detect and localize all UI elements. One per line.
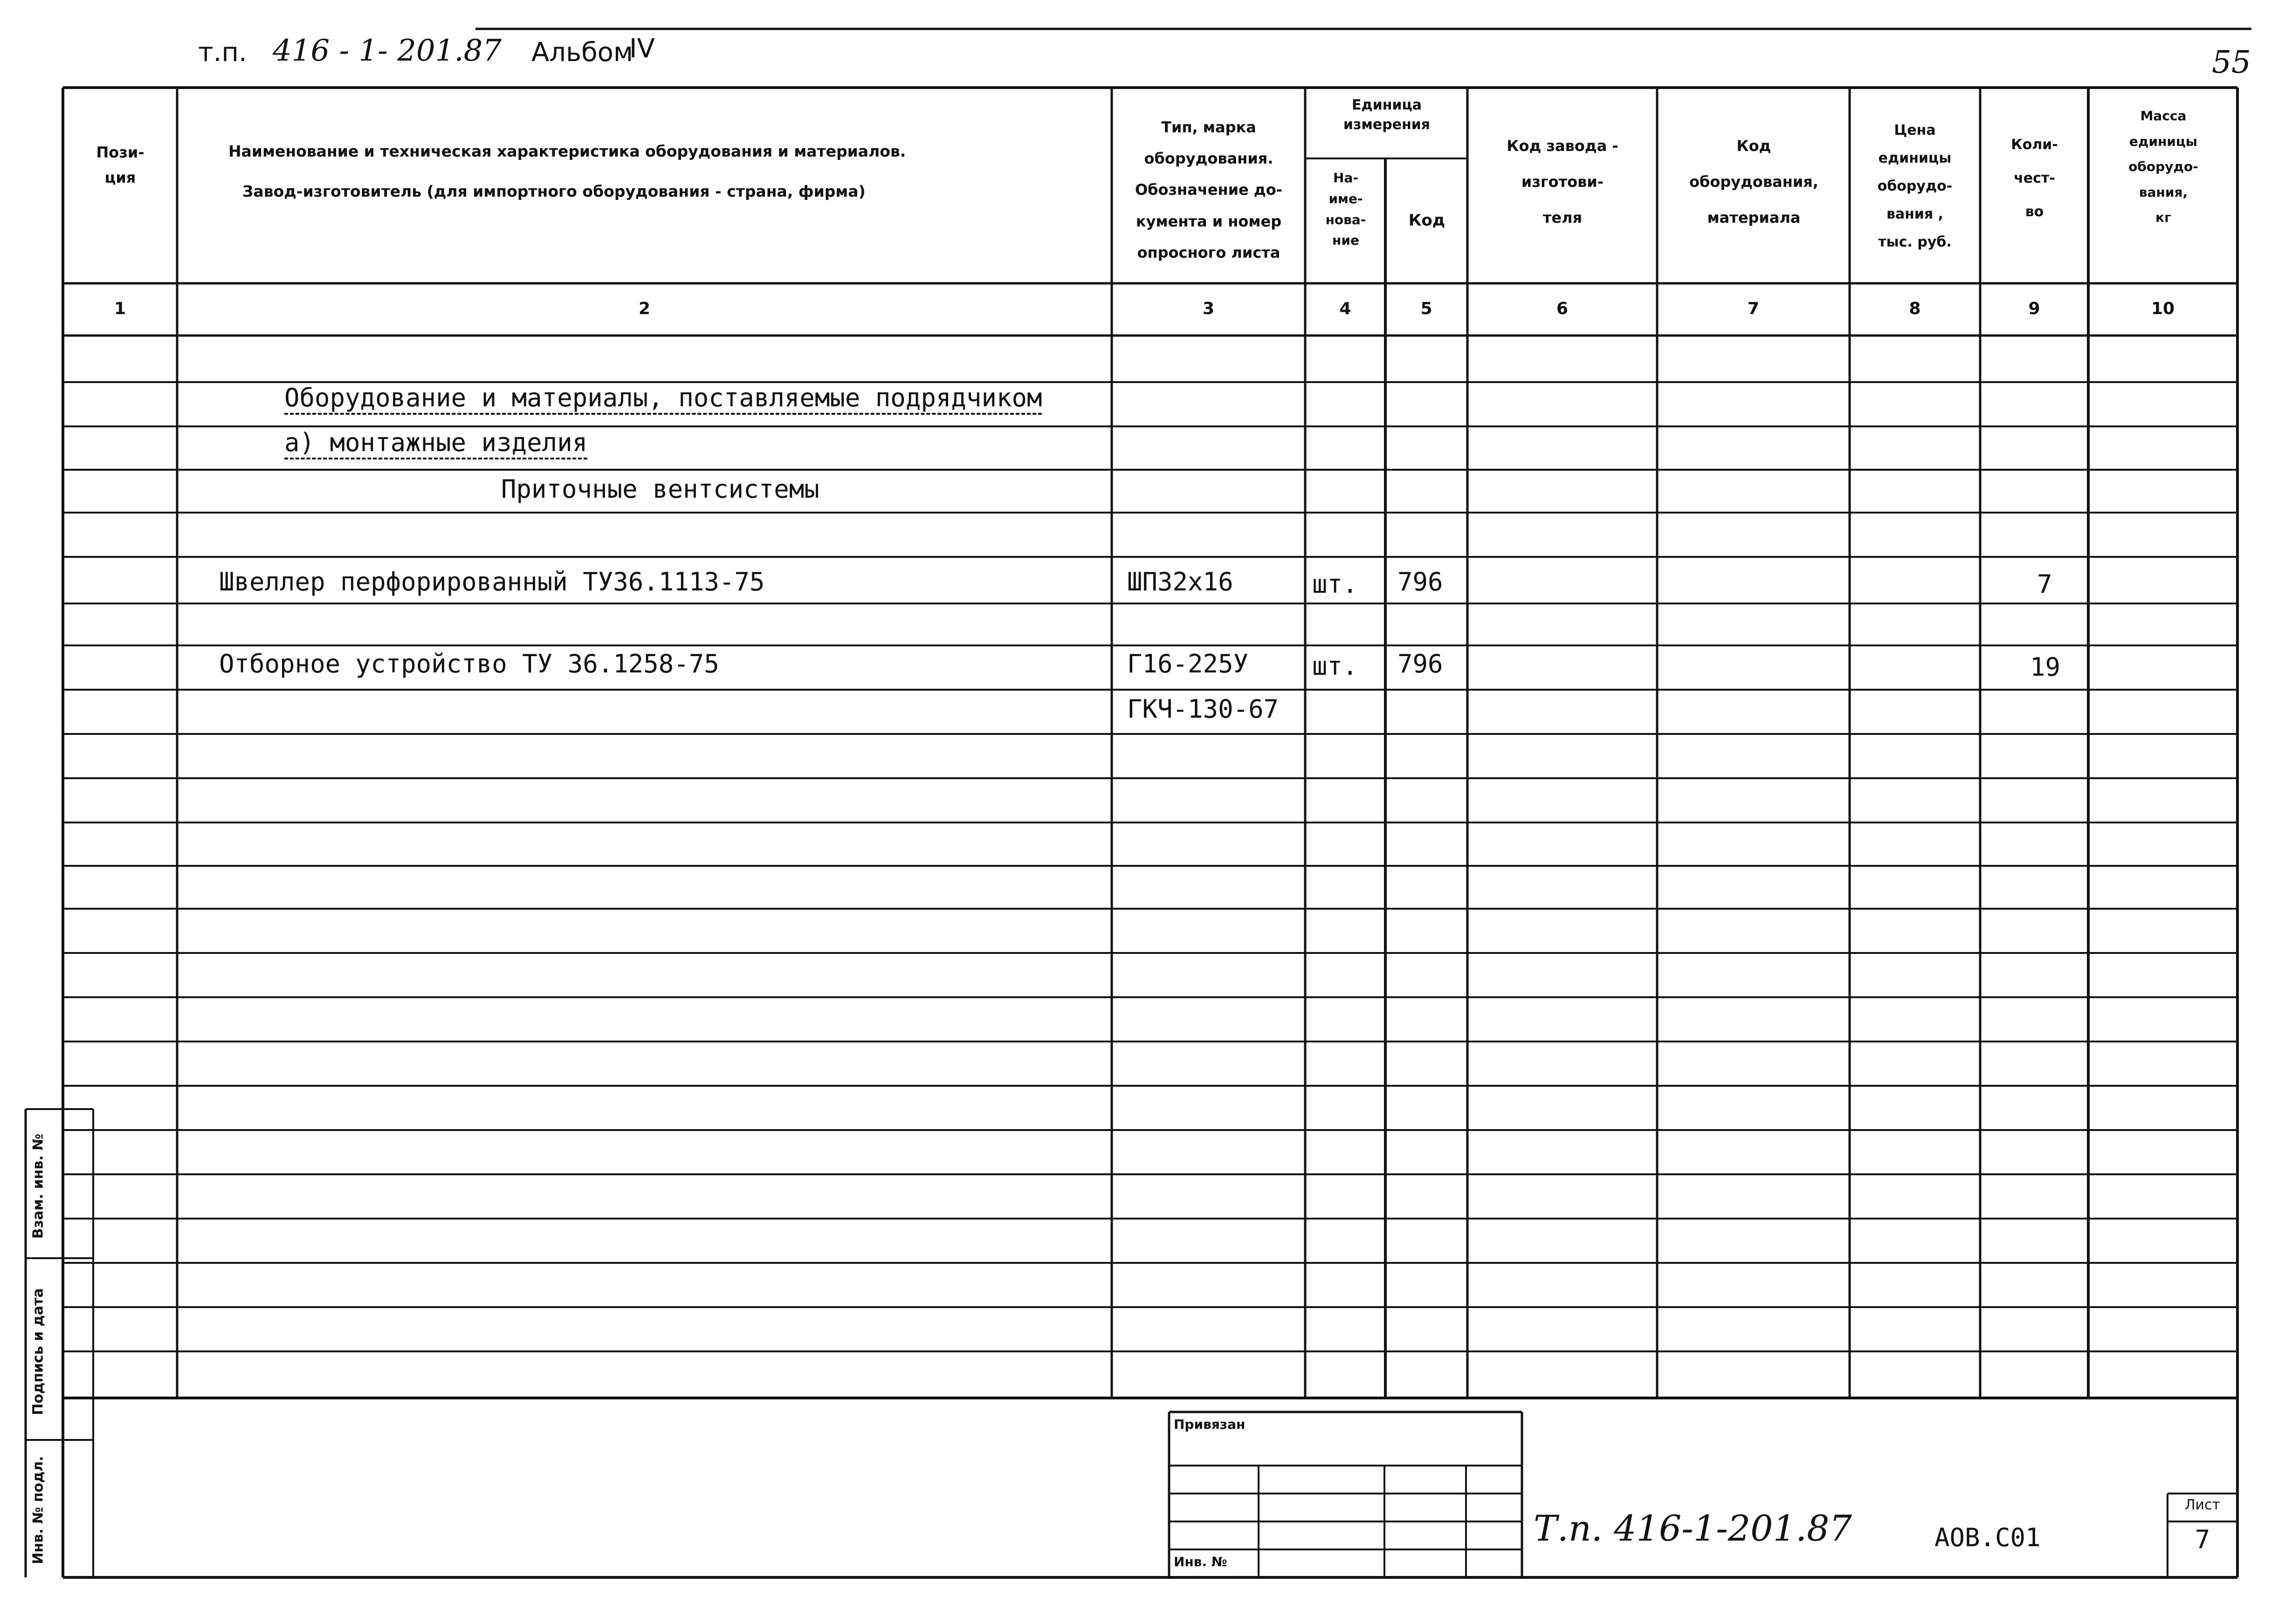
col-number-10: 10 xyxy=(2151,299,2175,318)
row-2-type: Г16-225У xyxy=(1127,649,1249,678)
col-header-name: Наименование и техническая характеристика оборудования и материалов. Завод-изготовитель (для импортного оборудования - страна, фирма) xyxy=(228,142,906,200)
row-1-unit: шт. xyxy=(1312,569,1358,599)
doc-mark: АОВ.С01 xyxy=(1934,1523,2041,1552)
group-title: Приточные вентсистемы xyxy=(501,474,819,504)
tp-number: 416 - 1- 201.87 xyxy=(273,34,502,68)
section-title: Оборудование и материалы, поставляемые подрядчиком xyxy=(284,383,1042,412)
col-header-equipment-code: Код оборудования, материала xyxy=(1689,137,1818,226)
col-number-9: 9 xyxy=(2028,299,2040,318)
col-header-unit-group: Единица измерения xyxy=(1343,97,1431,133)
row-1-name: Швеллер перфорированный ТУ36.1113-75 xyxy=(219,567,765,596)
side-stamp-replacement: Взам. инв. № xyxy=(30,1133,47,1239)
album-label: Альбом xyxy=(531,37,633,68)
row-1-qty: 7 xyxy=(2037,569,2052,599)
row-2-code: 796 xyxy=(1397,649,1443,678)
privyazan-label: Привязан xyxy=(1174,1417,1246,1432)
row-2-qty: 19 xyxy=(2030,652,2061,682)
col-number-5: 5 xyxy=(1420,299,1432,318)
album-number: IV xyxy=(629,34,655,64)
doc-code: Т.п. 416-1-201.87 xyxy=(1534,1508,1852,1549)
col-number-7: 7 xyxy=(1747,299,1760,318)
col-header-mass: Масса единицы оборудо- вания, кг xyxy=(2128,108,2198,226)
sheet-label: Лист xyxy=(2184,1497,2221,1513)
col-number-8: 8 xyxy=(1909,299,1921,318)
tp-prefix: т.п. xyxy=(198,37,247,68)
col-header-unit-name: На- име- нова- ние xyxy=(1325,170,1366,248)
col-number-3: 3 xyxy=(1202,299,1215,318)
col-number-2: 2 xyxy=(638,299,651,318)
col-header-unit-code: Код xyxy=(1408,211,1445,230)
col-header-price: Цена единицы оборудо- вания , тыс. руб. xyxy=(1877,122,1953,250)
col-header-type: Тип, марка оборудования. Обозначение до- кумента и номер опросного листа xyxy=(1135,118,1282,261)
col-number-4: 4 xyxy=(1339,299,1351,318)
page-number: 55 xyxy=(2212,44,2251,80)
col-header-quantity: Коли- чест- во xyxy=(2011,137,2058,220)
col-header-factory-code: Код завода - изготови- теля xyxy=(1507,137,1618,226)
inv-no-label: Инв. № xyxy=(1174,1554,1227,1569)
col-number-6: 6 xyxy=(1556,299,1569,318)
side-stamp-original-inv: Инв. № подл. xyxy=(30,1455,47,1564)
sheet-number: 7 xyxy=(2195,1525,2210,1554)
row-1-code: 796 xyxy=(1397,567,1443,596)
row-1-type: ШП32х16 xyxy=(1127,567,1233,596)
row-2-unit: шт. xyxy=(1312,651,1358,681)
col-number-1: 1 xyxy=(114,299,126,318)
row-2-name: Отборное устройство ТУ 36.1258-75 xyxy=(219,649,719,678)
row-3-type: ГКЧ-130-67 xyxy=(1127,694,1279,724)
col-header-position: Пози- ция xyxy=(96,144,145,187)
side-stamp-signature: Подпись и дата xyxy=(30,1288,47,1415)
subsection-title: а) монтажные изделия xyxy=(284,428,588,457)
